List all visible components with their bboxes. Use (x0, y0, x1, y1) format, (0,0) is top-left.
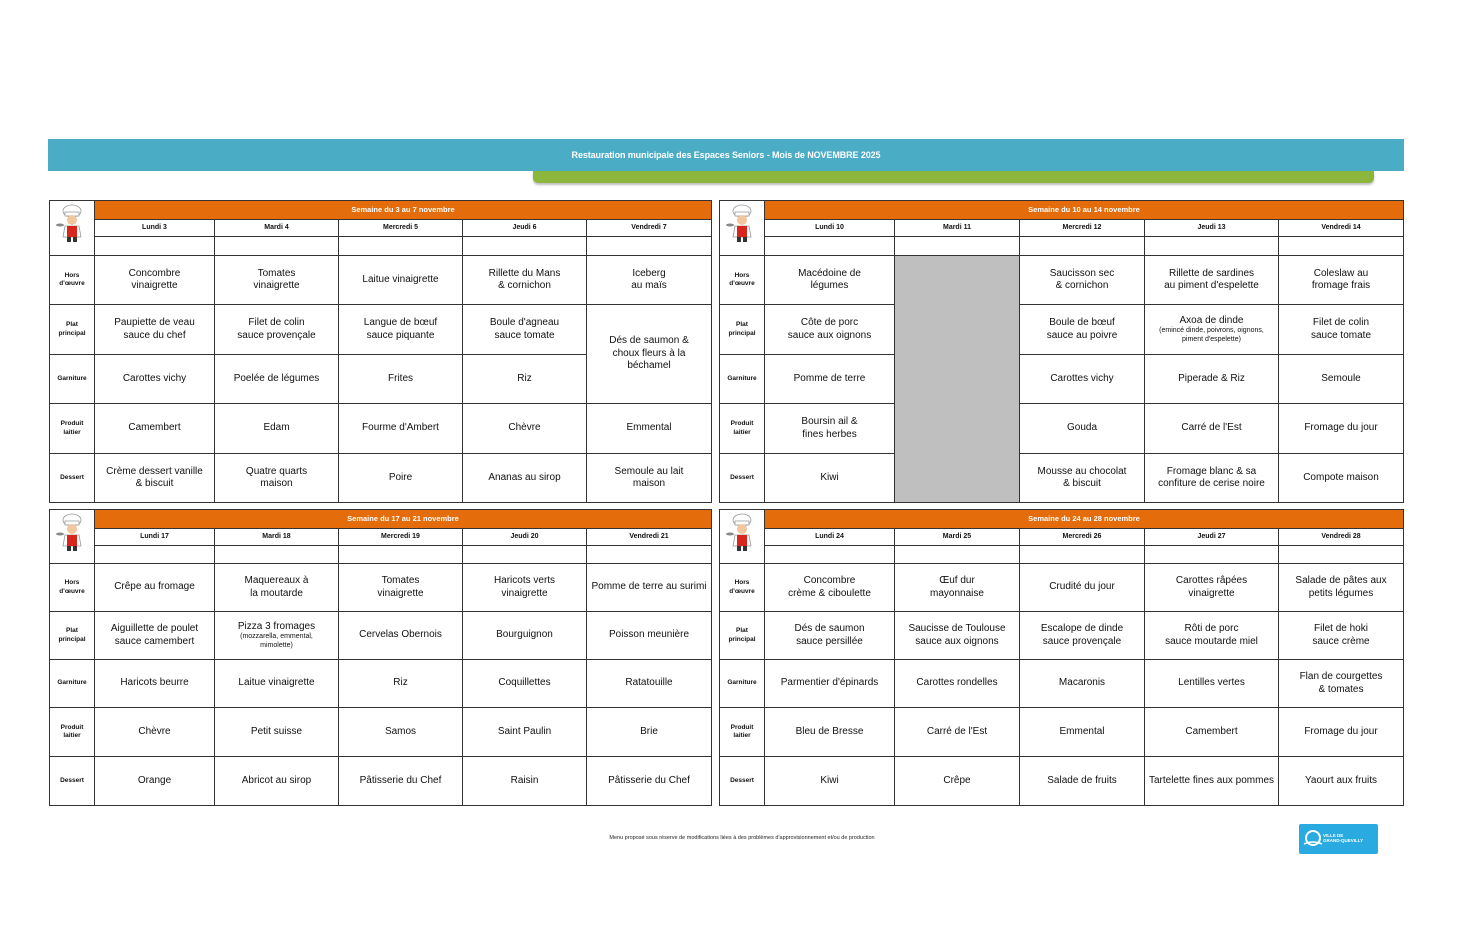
menu-item (463, 454, 587, 503)
menu-item-text: Chèvre (508, 422, 541, 434)
menu-item-text: Laitue vinaigrette (238, 677, 315, 689)
menu-item (339, 708, 463, 757)
menu-item (1145, 757, 1279, 806)
menu-item-text: Rillette du Mans & cornichon (488, 267, 561, 291)
day-header: Mardi 11 (895, 220, 1020, 237)
menu-item-text: Lentilles vertes (1178, 677, 1245, 689)
menu-item (95, 612, 215, 660)
menu-item (215, 355, 339, 404)
category-label: Garniture (50, 660, 95, 708)
menu-item-text: Carottes vichy (1050, 372, 1114, 384)
menu-item-text: Coleslaw au fromage frais (1311, 267, 1371, 291)
menu-item (95, 355, 215, 404)
week-menu-4 (719, 509, 1404, 806)
menu-item-text: Saucisse de Toulouse sauce aux oignons (908, 623, 1006, 647)
day-header: Jeudi 27 (1145, 529, 1279, 546)
blank-cell (95, 237, 215, 256)
menu-item (1145, 612, 1279, 660)
menu-item-text: Carré de l'Est (926, 725, 988, 737)
menu-item (1145, 708, 1279, 757)
menu-item (895, 757, 1020, 806)
menu-item (1020, 305, 1145, 355)
day-header: Vendredi 7 (587, 220, 712, 237)
menu-item (1279, 660, 1404, 708)
day-header: Mardi 4 (215, 220, 339, 237)
menu-item (765, 708, 895, 757)
menu-item (1020, 355, 1145, 404)
blank-cell (463, 237, 587, 256)
menu-item-text: Rillette de sardines au piment d'espelette (1164, 267, 1259, 291)
menu-item (339, 355, 463, 404)
menu-item (895, 708, 1020, 757)
menu-item (765, 355, 895, 404)
menu-item (215, 454, 339, 503)
menu-item (215, 708, 339, 757)
menu-item-text: Macédoine de légumes (798, 267, 861, 291)
chef-icon (52, 203, 92, 243)
menu-item-text: Aiguillette de poulet sauce camembert (110, 623, 199, 647)
menu-item-text: Yaourt aux fruits (1304, 774, 1378, 786)
menu-item (339, 454, 463, 503)
day-header: Jeudi 20 (463, 529, 587, 546)
week-title: Semaine du 17 au 21 novembre (95, 510, 712, 529)
category-label: Garniture (720, 355, 765, 404)
menu-item-text: Emmental (1059, 725, 1105, 737)
menu-item-text: Pâtisserie du Chef (359, 774, 442, 786)
category-label: Plat principal (50, 612, 95, 660)
menu-item-text: Crème dessert vanille & biscuit (106, 465, 203, 489)
menu-item (1020, 660, 1145, 708)
menu-item (765, 612, 895, 660)
menu-item (765, 404, 895, 454)
menu-item-text: Saucisson sec & cornichon (1049, 267, 1115, 291)
menu-item (1020, 757, 1145, 806)
page-title: Restauration municipale des Espaces Seniors - Mois de NOVEMBRE 2025 (48, 139, 1404, 171)
chef-icon (722, 512, 762, 552)
blank-cell (1145, 546, 1279, 564)
menu-item-text: Boursin ail & fines herbes (801, 416, 858, 440)
menu-item (1145, 256, 1279, 305)
blank-cell (463, 546, 587, 564)
menu-item-text: Poelée de légumes (233, 372, 320, 384)
menu-item-text: Tomates vinaigrette (377, 575, 424, 599)
menu-item-text: Tomates vinaigrette (253, 267, 300, 291)
menu-item (587, 708, 712, 757)
menu-item-text: Kiwi (820, 774, 839, 786)
menu-item (95, 708, 215, 757)
menu-item-text: Semoule (1321, 372, 1361, 384)
week-title: Semaine du 3 au 7 novembre (95, 201, 712, 220)
category-label: Dessert (50, 757, 95, 806)
blank-cell (587, 237, 712, 256)
closed-day-cell (895, 256, 1020, 503)
menu-item (339, 757, 463, 806)
day-header: Lundi 10 (765, 220, 895, 237)
blank-cell (895, 237, 1020, 256)
menu-item-text: Dés de saumon sauce persillée (794, 623, 865, 647)
menu-item-text: Ananas au sirop (488, 471, 561, 483)
menu-item-text: Parmentier d'épinards (780, 677, 879, 689)
blank-cell (215, 237, 339, 256)
menu-item-text: Filet de colin sauce tomate (1310, 317, 1372, 341)
blank-cell (1020, 237, 1145, 256)
menu-item-text: Carottes râpées vinaigrette (1175, 575, 1248, 599)
category-label: Hors d'œuvre (50, 564, 95, 612)
menu-item (765, 256, 895, 305)
category-label: Hors d'œuvre (720, 256, 765, 305)
menu-item-text: Pizza 3 fromages (237, 620, 316, 632)
day-header: Lundi 17 (95, 529, 215, 546)
category-label: Hors d'œuvre (50, 256, 95, 305)
chef-icon (52, 512, 92, 552)
menu-item (339, 612, 463, 660)
blank-cell (95, 546, 215, 564)
week-menu-3 (49, 509, 712, 806)
menu-item-text: Semoule au lait maison (614, 465, 684, 489)
category-label: Hors d'œuvre (720, 564, 765, 612)
menu-item-text: Laitue vinaigrette (362, 273, 439, 285)
menu-item (215, 612, 339, 660)
menu-item-text: Quatre quarts maison (245, 465, 308, 489)
menu-item (895, 612, 1020, 660)
day-header: Vendredi 28 (1279, 529, 1404, 546)
chef-cell (720, 201, 765, 256)
menu-item (339, 256, 463, 305)
menu-item (1145, 355, 1279, 404)
week-menu-2 (719, 200, 1404, 503)
menu-item (463, 256, 587, 305)
menu-item (1020, 612, 1145, 660)
menu-item (463, 355, 587, 404)
category-label: Dessert (720, 757, 765, 806)
blank-cell (895, 546, 1020, 564)
day-header: Jeudi 13 (1145, 220, 1279, 237)
menu-item (765, 564, 895, 612)
day-header: Vendredi 21 (587, 529, 712, 546)
menu-item (215, 404, 339, 454)
menu-item (463, 660, 587, 708)
menu-item-text: Dés de saumon & choux fleurs à la béchamel (609, 335, 689, 372)
blank-cell (215, 546, 339, 564)
blank-cell (765, 546, 895, 564)
category-label: Plat principal (720, 305, 765, 355)
category-label: Produit laitier (720, 708, 765, 757)
blank-cell (1279, 237, 1404, 256)
menu-item (215, 757, 339, 806)
menu-item-text: Mousse au chocolat & biscuit (1037, 465, 1127, 489)
menu-item (765, 757, 895, 806)
menu-item-text: Escalope de dinde sauce provençale (1040, 623, 1124, 647)
menu-item (463, 757, 587, 806)
menu-item-text: Riz (393, 677, 408, 689)
category-label: Produit laitier (720, 404, 765, 454)
blank-cell (1279, 546, 1404, 564)
menu-item (1020, 256, 1145, 305)
menu-item (339, 404, 463, 454)
menu-item (463, 564, 587, 612)
chef-icon (722, 203, 762, 243)
menu-item (895, 660, 1020, 708)
menu-item (1279, 305, 1404, 355)
menu-item-text: Concombre vinaigrette (128, 267, 181, 291)
menu-item (95, 256, 215, 305)
menu-item (463, 612, 587, 660)
blank-cell (1145, 237, 1279, 256)
day-header: Jeudi 6 (463, 220, 587, 237)
menu-item-text: Pomme de terre au surimi (591, 581, 707, 593)
week-title: Semaine du 24 au 28 novembre (765, 510, 1404, 529)
menu-item (1145, 564, 1279, 612)
menu-item-text: Poisson meunière (608, 629, 690, 641)
menu-item-text: Coquillettes (498, 677, 551, 689)
menu-item (1020, 454, 1145, 503)
day-header: Mardi 18 (215, 529, 339, 546)
menu-item (95, 454, 215, 503)
menu-item-text: Fromage blanc & sa confiture de cerise noire (1158, 465, 1265, 489)
menu-item (95, 757, 215, 806)
menu-item-text: Saint Paulin (497, 725, 552, 737)
blank-cell (339, 237, 463, 256)
menu-item (95, 404, 215, 454)
menu-item-text: Camembert (128, 422, 181, 434)
menu-item (1020, 708, 1145, 757)
day-header: Mercredi 26 (1020, 529, 1145, 546)
menu-item-text: Cervelas Obernois (359, 629, 442, 641)
category-label: Produit laitier (50, 708, 95, 757)
menu-item (1145, 454, 1279, 503)
menu-item-text: Edam (263, 422, 290, 434)
menu-item-text: Flan de courgettes & tomates (1299, 671, 1383, 695)
menu-item-text: Crêpe au fromage (114, 581, 195, 593)
menu-item-text: Carottes vichy (122, 372, 187, 384)
menu-item-text: Pâtisserie du Chef (608, 774, 690, 786)
menu-item-text: Gouda (1066, 422, 1098, 434)
title-underline (533, 171, 1374, 183)
menu-item (587, 612, 712, 660)
menu-item (339, 564, 463, 612)
chef-cell (720, 510, 765, 564)
menu-item-text: Crudité du jour (1049, 581, 1115, 593)
menu-item-text: Kiwi (820, 471, 839, 483)
menu-item (1279, 757, 1404, 806)
menu-item (1279, 612, 1404, 660)
menu-item (1279, 404, 1404, 454)
menu-item-text: Fourme d'Ambert (362, 422, 439, 434)
menu-item (215, 660, 339, 708)
menu-item (1145, 404, 1279, 454)
menu-item (1279, 454, 1404, 503)
menu-item (765, 305, 895, 355)
menu-item-text: Emmental (626, 422, 672, 434)
town-logo-text: VILLE DE GRAND-QUEVILLY (1323, 833, 1364, 843)
menu-item (339, 305, 463, 355)
menu-item-text: Tartelette fines aux pommes (1148, 774, 1275, 786)
menu-item (215, 305, 339, 355)
menu-item (1020, 404, 1145, 454)
menu-item-text: Fromage du jour (1304, 725, 1378, 737)
category-label: Plat principal (720, 612, 765, 660)
menu-item-text: Haricots verts vinaigrette (493, 575, 556, 599)
menu-item-text: Salade de fruits (1047, 774, 1117, 786)
menu-item (587, 256, 712, 305)
menu-item (765, 660, 895, 708)
menu-item (463, 305, 587, 355)
menu-item (463, 404, 587, 454)
menu-item-text: Raisin (510, 774, 539, 786)
menu-item (339, 660, 463, 708)
menu-item-text: Ratatouille (625, 677, 673, 689)
town-logo-icon (1299, 824, 1378, 854)
menu-item (587, 454, 712, 503)
blank-cell (765, 237, 895, 256)
category-label: Dessert (720, 454, 765, 503)
menu-item (95, 305, 215, 355)
menu-item (587, 404, 712, 454)
day-header: Mercredi 12 (1020, 220, 1145, 237)
category-label: Dessert (50, 454, 95, 503)
menu-item (895, 564, 1020, 612)
week-title: Semaine du 10 au 14 novembre (765, 201, 1404, 220)
menu-item-text: Paupiette de veau sauce du chef (114, 317, 195, 341)
menu-item-text: Crêpe (943, 774, 971, 786)
menu-item-text: Samos (384, 725, 417, 737)
menu-item-text: Côte de porc sauce aux oignons (787, 317, 872, 341)
week-menu-1 (49, 200, 712, 503)
menu-item (587, 757, 712, 806)
menu-item-text: Camembert (1185, 725, 1238, 737)
menu-item (1279, 355, 1404, 404)
menu-item-text: Chèvre (138, 725, 171, 737)
day-header: Mardi 25 (895, 529, 1020, 546)
menu-item-text: Langue de bœuf sauce piquante (363, 317, 438, 341)
menu-item-text: Salade de pâtes aux petits légumes (1295, 575, 1387, 599)
menu-item-text: Boule de bœuf sauce au poivre (1046, 317, 1118, 341)
menu-item-text: Carottes rondelles (916, 677, 998, 689)
menu-item-text: Bleu de Bresse (795, 725, 864, 737)
blank-cell (339, 546, 463, 564)
category-label: Garniture (50, 355, 95, 404)
menu-item-text: Macaronis (1058, 677, 1106, 689)
category-label: Garniture (720, 660, 765, 708)
menu-item-text: Filet de hoki sauce crème (1312, 623, 1370, 647)
blank-cell (1020, 546, 1145, 564)
menu-item-text: Concombre crème & ciboulette (788, 575, 871, 599)
chef-cell (50, 510, 95, 564)
day-header: Lundi 3 (95, 220, 215, 237)
menu-item-text: Haricots beurre (120, 677, 189, 689)
menu-item (587, 660, 712, 708)
menu-item-text: Piperade & Riz (1178, 372, 1245, 384)
menu-item (1279, 708, 1404, 757)
menu-item-text: Œuf dur mayonnaise (930, 575, 984, 599)
menu-item-text: Fromage du jour (1304, 422, 1378, 434)
menu-item (587, 564, 712, 612)
dish-note: (mozzarella, emmental, mimolette) (240, 633, 313, 649)
menu-item-text: Axoa de dinde (1179, 314, 1244, 326)
day-header: Lundi 24 (765, 529, 895, 546)
menu-item-text: Maquereaux à la moutarde (244, 575, 309, 599)
menu-item-text: Brie (640, 725, 658, 737)
menu-item (1279, 256, 1404, 305)
menu-item (1145, 660, 1279, 708)
menu-item-text: Frites (388, 372, 413, 384)
menu-item-text: Abricot au sirop (241, 774, 312, 786)
day-header: Mercredi 19 (339, 529, 463, 546)
category-label: Plat principal (50, 305, 95, 355)
menu-item (1279, 564, 1404, 612)
menu-item-text: Orange (137, 774, 172, 786)
menu-item-text: Compote maison (1303, 471, 1379, 483)
menu-item-text: Filet de colin sauce provençale (237, 317, 316, 341)
menu-item-text: Bourguignon (496, 629, 553, 641)
dish-note: (emincé dinde, poivrons, oignons, piment d'espelette) (1159, 327, 1264, 343)
menu-item-text: Poire (388, 471, 413, 483)
chef-cell (50, 201, 95, 256)
day-header: Mercredi 5 (339, 220, 463, 237)
category-label: Produit laitier (50, 404, 95, 454)
blank-cell (587, 546, 712, 564)
menu-item (463, 708, 587, 757)
menu-item-text: Rôti de porc sauce moutarde miel (1165, 623, 1258, 647)
menu-item (95, 564, 215, 612)
menu-item-text: Boule d'agneau sauce tomate (489, 317, 560, 341)
menu-item (1145, 305, 1279, 355)
menu-item (215, 564, 339, 612)
menu-item (215, 256, 339, 305)
menu-item-text: Iceberg au maïs (631, 267, 667, 291)
menu-item-text: Pomme de terre (793, 372, 866, 384)
day-header: Vendredi 14 (1279, 220, 1404, 237)
menu-item (1020, 564, 1145, 612)
footer-note: Menu proposé sous réserve de modifications liées à des problèmes d'approvisionnement et/ou de production (609, 835, 875, 841)
menu-item-text: Petit suisse (250, 725, 303, 737)
menu-item-text: Carré de l'Est (1181, 422, 1242, 434)
menu-item (95, 660, 215, 708)
menu-item (587, 305, 712, 404)
menu-item-text: Riz (517, 372, 532, 384)
menu-item (765, 454, 895, 503)
